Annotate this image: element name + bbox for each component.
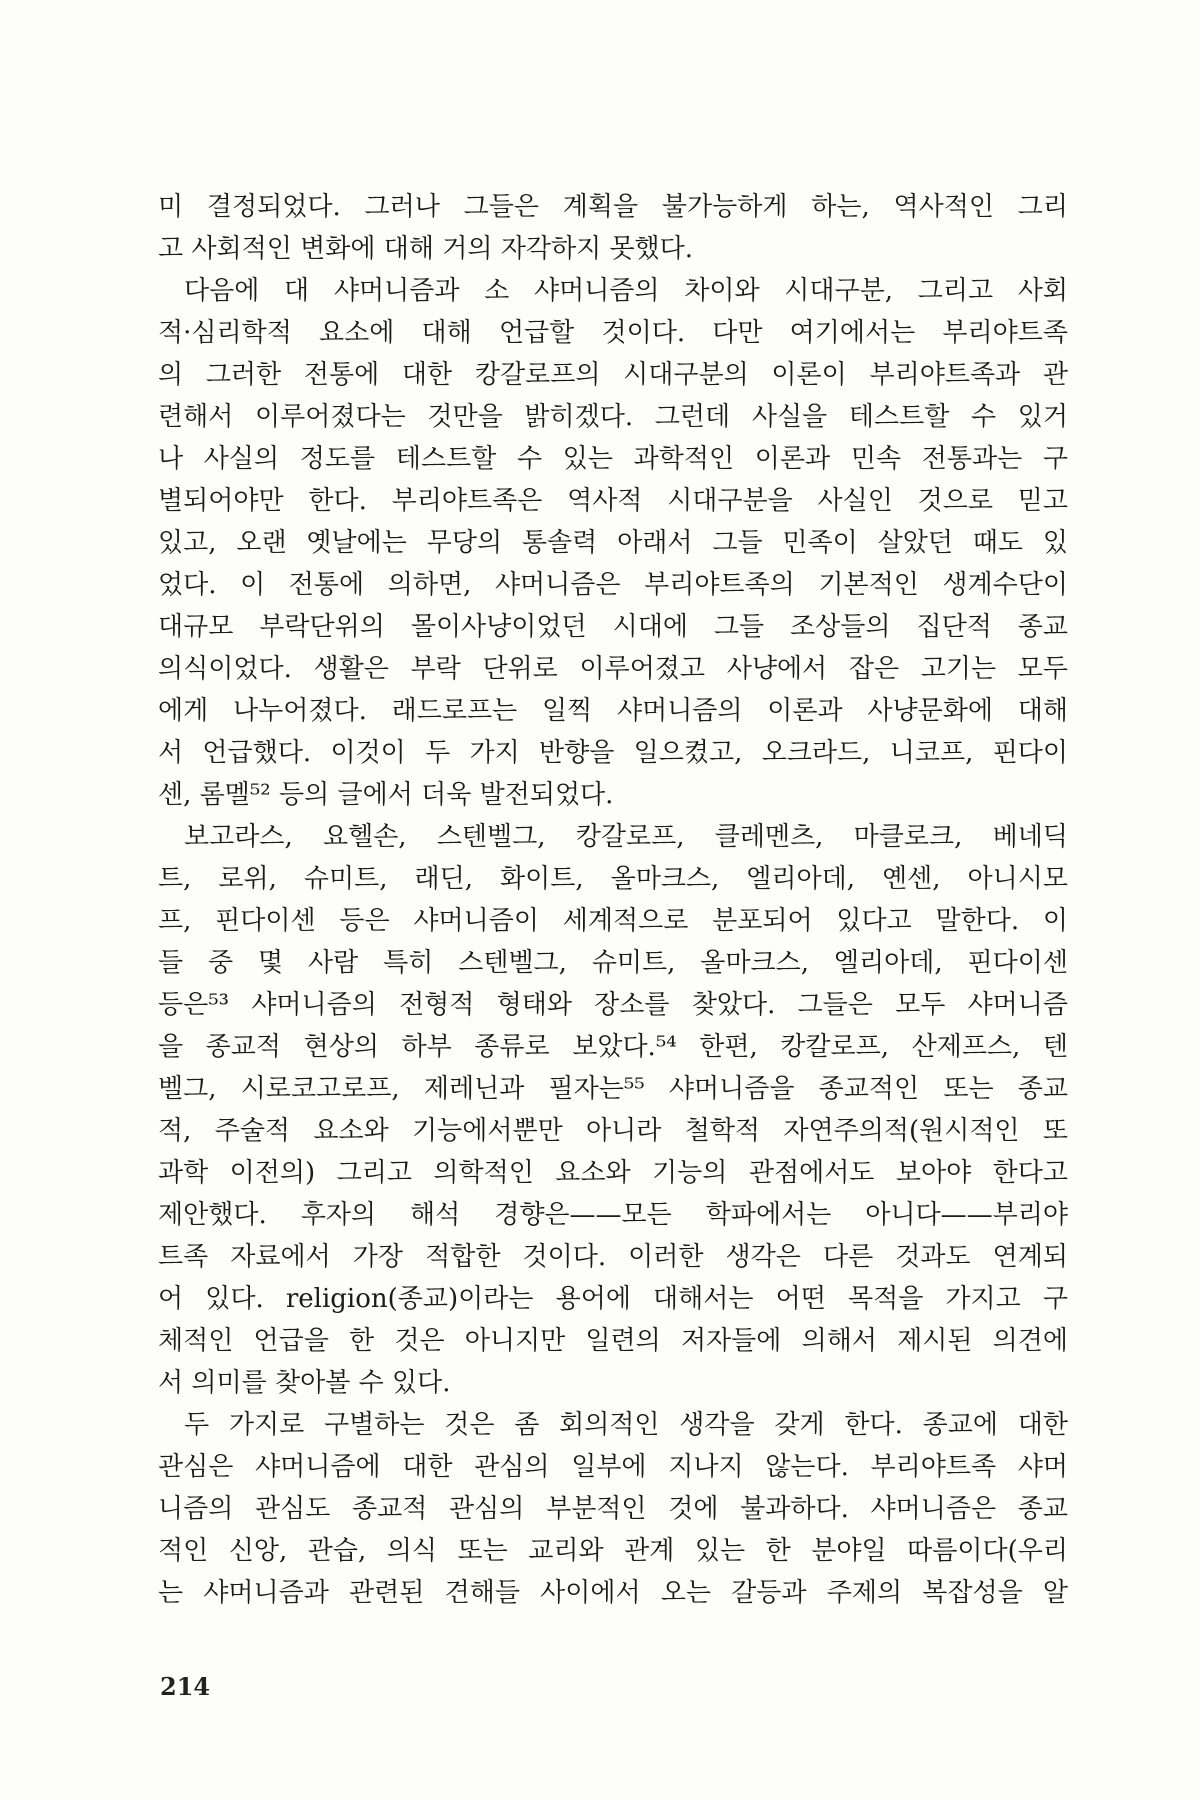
text-line: 련해서 이루어졌다는 것만을 밝히겠다. 그런데 사실을 테스트할 수 있거 bbox=[158, 402, 1068, 432]
text-line: 나 사실의 정도를 테스트할 수 있는 과학적인 이론과 민속 전통과는 구 bbox=[158, 444, 1068, 474]
text-line: 벨그, 시로코고로프, 제레닌과 필자는⁵⁵ 샤머니즘을 종교적인 또는 종교 bbox=[158, 1074, 1068, 1104]
text-line: 등은⁵³ 샤머니즘의 전형적 형태와 장소를 찾았다. 그들은 모두 샤머니즘 bbox=[158, 990, 1068, 1020]
text-line: 다음에 대 샤머니즘과 소 샤머니즘의 차이와 시대구분, 그리고 사회 bbox=[184, 276, 1068, 306]
text-line: 트, 로위, 슈미트, 래딘, 화이트, 올마크스, 엘리아데, 옌센, 아니시모 bbox=[158, 864, 1068, 894]
page-number: 214 bbox=[160, 1672, 211, 1701]
text-line: 프, 핀다이센 등은 샤머니즘이 세계적으로 분포되어 있다고 말한다. 이 bbox=[158, 906, 1068, 936]
text-line: 체적인 언급을 한 것은 아니지만 일련의 저자들에 의해서 제시된 의견에 bbox=[158, 1326, 1068, 1356]
text-line: 서 언급했다. 이것이 두 가지 반향을 일으켰고, 오크라드, 니코프, 핀다이 bbox=[158, 738, 1068, 768]
text-line: 에게 나누어졌다. 래드로프는 일찍 샤머니즘의 이론과 사냥문화에 대해 bbox=[158, 696, 1068, 726]
text-line: 는 샤머니즘과 관련된 견해들 사이에서 오는 갈등과 주제의 복잡성을 알 bbox=[158, 1578, 1068, 1608]
body-text bbox=[158, 186, 1068, 1614]
text-line: 서 의미를 찾아볼 수 있다. bbox=[158, 1368, 451, 1398]
text-line: 적·심리학적 요소에 대해 언급할 것이다. 다만 여기에서는 부리야트족 bbox=[158, 318, 1068, 348]
text-line: 두 가지로 구별하는 것은 좀 회의적인 생각을 갖게 한다. 종교에 대한 bbox=[184, 1410, 1068, 1440]
text-line: 들 중 몇 사람 특히 스텐벨그, 슈미트, 올마크스, 엘리아데, 핀다이센 bbox=[158, 948, 1068, 978]
text-line: 적인 신앙, 관습, 의식 또는 교리와 관계 있는 한 분야일 따름이다(우리 bbox=[158, 1536, 1068, 1566]
text-line: 제안했다. 후자의 해석 경향은——모든 학파에서는 아니다——부리야 bbox=[158, 1200, 1068, 1230]
text-line: 고 사회적인 변화에 대해 거의 자각하지 못했다. bbox=[158, 234, 694, 264]
text-line: 있고, 오랜 옛날에는 무당의 통솔력 아래서 그들 민족이 살았던 때도 있 bbox=[158, 528, 1068, 558]
text-line: 미 결정되었다. 그러나 그들은 계획을 불가능하게 하는, 역사적인 그리 bbox=[158, 192, 1068, 222]
text-line: 센, 롬멜⁵² 등의 글에서 더욱 발전되었다. bbox=[158, 780, 614, 810]
text-line: 니즘의 관심도 종교적 관심의 부분적인 것에 불과하다. 샤머니즘은 종교 bbox=[158, 1494, 1068, 1524]
text-line: 어 있다. religion(종교)이라는 용어에 대해서는 어떤 목적을 가지고 구 bbox=[158, 1284, 1068, 1314]
text-line: 의식이었다. 생활은 부락 단위로 이루어졌고 사냥에서 잡은 고기는 모두 bbox=[158, 654, 1068, 684]
text-line: 보고라스, 요헬손, 스텐벨그, 캉갈로프, 클레멘츠, 마클로크, 베네딕 bbox=[184, 822, 1068, 852]
text-line: 적, 주술적 요소와 기능에서뿐만 아니라 철학적 자연주의적(원시적인 또 bbox=[158, 1116, 1068, 1146]
text-line: 의 그러한 전통에 대한 캉갈로프의 시대구분의 이론이 부리야트족과 관 bbox=[158, 360, 1068, 390]
text-line: 과학 이전의) 그리고 의학적인 요소와 기능의 관점에서도 보아야 한다고 bbox=[158, 1158, 1068, 1188]
text-line: 별되어야만 한다. 부리야트족은 역사적 시대구분을 사실인 것으로 믿고 bbox=[158, 486, 1068, 516]
text-line: 대규모 부락단위의 몰이사냥이었던 시대에 그들 조상들의 집단적 종교 bbox=[158, 612, 1068, 642]
text-line: 을 종교적 현상의 하부 종류로 보았다.⁵⁴ 한편, 캉칼로프, 산제프스, 텐 bbox=[158, 1032, 1068, 1062]
text-line: 었다. 이 전통에 의하면, 샤머니즘은 부리야트족의 기본적인 생계수단이 bbox=[158, 570, 1068, 600]
text-line: 트족 자료에서 가장 적합한 것이다. 이러한 생각은 다른 것과도 연계되 bbox=[158, 1242, 1068, 1272]
text-line: 관심은 샤머니즘에 대한 관심의 일부에 지나지 않는다. 부리야트족 샤머 bbox=[158, 1452, 1068, 1482]
